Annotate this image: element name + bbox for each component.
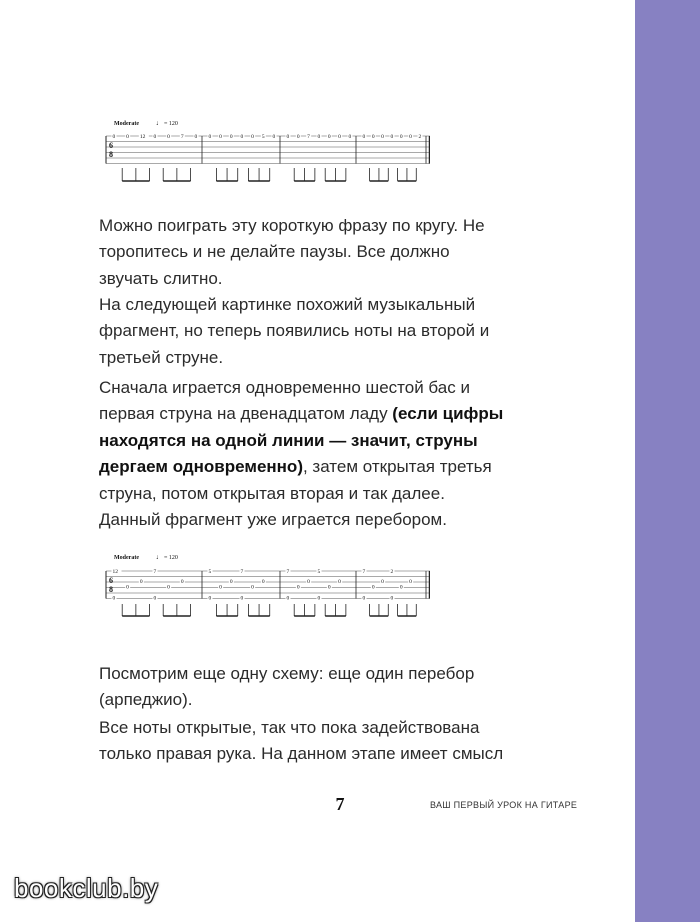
tab-2-tempo-label: Moderate (114, 555, 139, 561)
tab-note: 0 (261, 579, 265, 585)
paragraph-1: Можно поиграть эту короткую фразу по кругу. Не торопитесь и не делайте паузы. Все должно звучать слитно. (99, 216, 485, 288)
paragraph-3-bold: (если цифры находятся на одной линии — значит, струны дергаем одновременно) (99, 404, 504, 477)
tab-1-time-sig-bottom: 8 (109, 150, 113, 159)
tab-note: 0 (286, 134, 290, 140)
tab-note: 0 (307, 579, 310, 585)
tab-note: 0 (126, 134, 129, 140)
tab-note: 0 (126, 584, 129, 591)
page-number: 7 (335, 794, 345, 814)
tab-1-tempo-label: Moderate (114, 121, 139, 127)
tab-note: 0 (338, 134, 341, 140)
tab-note: 7 (180, 134, 184, 140)
tab-note: 0 (409, 579, 412, 585)
tab-note: 5 (208, 569, 212, 575)
tab-note: 0 (381, 579, 384, 585)
tab-note: 0 (399, 584, 403, 591)
tab-note: 0 (362, 134, 366, 140)
tab-note: 0 (208, 134, 212, 140)
tab-1-notation (100, 112, 430, 192)
tab-note: 12 (139, 134, 146, 140)
tab-note: 2 (390, 569, 394, 575)
tab-note: 0 (327, 134, 331, 140)
tab-2-tempo-value: = 120 (164, 555, 178, 561)
tab-note: 7 (153, 569, 157, 575)
tab-note: 0 (399, 134, 403, 140)
guitar-tab-2 (100, 546, 430, 626)
tab-note: 0 (296, 584, 300, 591)
tab-note: 0 (112, 134, 116, 140)
tab-note: 0 (219, 134, 222, 140)
tab-note: 0 (229, 134, 233, 140)
tab-note: 0 (208, 595, 212, 602)
tab-note: 0 (338, 579, 341, 585)
tab-note: 0 (317, 595, 321, 602)
tab-note: 0 (317, 134, 321, 140)
tab-note: 12 (112, 569, 118, 575)
paragraph-3-start: Сначала играется одновременно шестой бас и первая струна на двенадцатом ладу (99, 378, 470, 424)
tab-note: 0 (251, 134, 254, 140)
guitar-tab-1 (100, 112, 430, 192)
paragraph-5: Все ноты открытые, так что пока задействована только правая рука. На данном этапе имеет смысл (99, 718, 504, 764)
side-color-band (635, 0, 700, 922)
tab-note: 0 (112, 595, 116, 602)
tab-note: 0 (194, 134, 198, 140)
tab-note: 0 (390, 595, 394, 602)
tab-note: 7 (307, 134, 310, 140)
tab-note: 0 (139, 579, 143, 585)
tab-note: 0 (251, 584, 254, 591)
tab-note: 0 (390, 134, 394, 140)
tab-note: 7 (286, 569, 290, 575)
tab-1-note-symbol: ♩ (156, 119, 163, 127)
tab-2-note-symbol: ♩ (156, 553, 163, 561)
tab-note: 5 (261, 134, 265, 140)
tab-note: 0 (381, 134, 384, 140)
tab-note: 0 (327, 584, 331, 591)
tab-note: 5 (317, 569, 321, 575)
watermark: bookclub.by (14, 873, 159, 903)
tab-note: 0 (153, 134, 157, 140)
paragraph-4: Посмотрим еще одну схему: еще один перебор (арпеджио). (99, 664, 475, 710)
tab-note: 0 (371, 584, 375, 591)
tab-note: 0 (240, 595, 244, 602)
tab-note: 7 (362, 569, 366, 575)
tab-2-notation (100, 546, 430, 626)
tab-note: 0 (296, 134, 300, 140)
tab-note: 0 (167, 584, 170, 591)
tab-2-time-sig-top: 6 (109, 576, 113, 585)
tab-note: 0 (240, 134, 244, 140)
tab-note: 0 (272, 134, 276, 140)
tab-1-tempo-value: = 120 (164, 121, 178, 127)
tab-1-time-sig-top: 6 (109, 141, 113, 150)
tab-note: 0 (167, 134, 170, 140)
tab-note: 0 (409, 134, 412, 140)
tab-note: 0 (219, 584, 222, 591)
tab-note: 0 (362, 595, 366, 602)
tab-note: 2 (418, 134, 422, 140)
tab-note: 0 (153, 595, 157, 602)
tab-note: 0 (180, 579, 184, 585)
tab-2-time-sig-bottom: 8 (109, 585, 113, 594)
paragraph-3 (99, 375, 504, 533)
tab-note: 0 (229, 579, 233, 585)
tab-note: 0 (348, 134, 352, 140)
tab-note: 7 (240, 569, 244, 575)
tab-note: 0 (371, 134, 375, 140)
tab-note: 0 (286, 595, 290, 602)
paragraph-3-end: , затем открытая третья струна, потом открытая вторая и так далее. Данный фрагмент уже играется перебором. (99, 457, 492, 530)
paragraph-2: На следующей картинке похожий музыкальный фрагмент, но теперь появились ноты на второй и третьей струне. (99, 295, 490, 367)
running-title: ВАШ ПЕРВЫЙ УРОК НА ГИТАРЕ (430, 800, 578, 810)
